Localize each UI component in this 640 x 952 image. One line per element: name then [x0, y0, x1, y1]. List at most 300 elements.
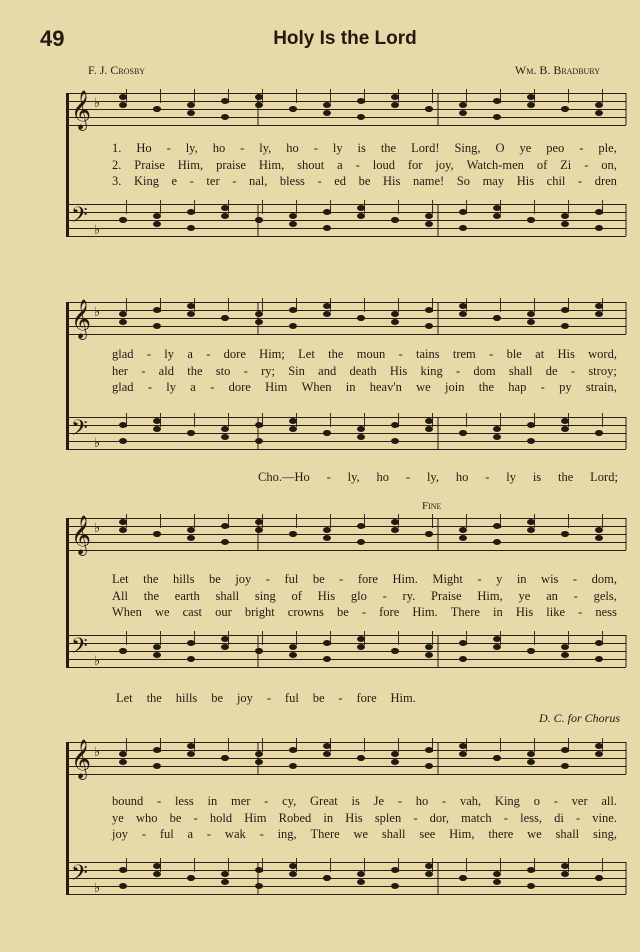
syllable: the [328, 347, 344, 361]
syllable: there [488, 827, 514, 841]
syllable: moun [356, 347, 386, 361]
note-head [595, 311, 603, 317]
syllable: join [445, 380, 465, 394]
syllable: vine. [592, 810, 617, 825]
chorus-lyrics [258, 469, 618, 486]
syllable: see [419, 827, 436, 841]
dc-direction: D. C. for Chorus [538, 711, 620, 725]
note-head [527, 648, 535, 654]
note-head [391, 438, 399, 444]
note-head [323, 527, 331, 533]
syllable: - [338, 691, 343, 705]
syllable: loud [372, 157, 395, 172]
syllable: Ho [136, 141, 152, 155]
note-head [153, 871, 161, 877]
syllable: ry. [402, 588, 416, 603]
lyric-line [112, 571, 617, 588]
lyric-line [112, 793, 617, 810]
syllable: at [535, 347, 545, 361]
syllable: There [450, 605, 480, 619]
syllable: in [207, 794, 218, 808]
syllable: Him, [258, 157, 285, 172]
syllable: her [112, 363, 128, 378]
syllable: we [353, 827, 369, 841]
syllable: - [503, 810, 508, 825]
note-head [527, 94, 535, 100]
bass-staff [68, 204, 626, 237]
syllable: - [575, 810, 581, 825]
syllable: fore [356, 691, 377, 705]
syllable: ly [506, 470, 516, 484]
note-head [289, 323, 297, 329]
note-head [289, 763, 297, 769]
syllable: is [351, 794, 360, 808]
verse-lyrics [112, 571, 617, 621]
syllable: Praise [431, 588, 462, 603]
note-head [527, 319, 535, 325]
syllable: - [578, 605, 583, 619]
note-head [255, 217, 263, 223]
syllable: shall [381, 827, 406, 841]
syllable: hold [209, 810, 233, 825]
syllable: Him. [412, 605, 438, 619]
note-head [425, 426, 433, 432]
note-head [153, 221, 161, 227]
syllable: fore [379, 605, 400, 619]
note-head [561, 418, 569, 424]
note-head [119, 867, 127, 873]
staff-lines [68, 635, 626, 668]
syllable: Zi [560, 157, 572, 172]
note-head [357, 879, 365, 885]
treble-staff [68, 517, 626, 554]
bass-clef-icon: 𝄢 [71, 203, 88, 232]
staff-lines [68, 417, 626, 450]
note-head [459, 640, 467, 646]
note-head [187, 430, 195, 436]
syllable: ter [206, 174, 220, 188]
syllable: 3. [112, 174, 122, 188]
note-head [187, 875, 195, 881]
note-head [493, 644, 501, 650]
syllable: stroy; [588, 363, 617, 378]
note-head [493, 205, 501, 211]
syllable: - [553, 794, 558, 808]
syllable: Let [112, 572, 129, 586]
syllable: - [326, 470, 331, 484]
syllable: cast [182, 605, 203, 619]
syllable: ple, [598, 141, 617, 155]
syllable: match [461, 810, 492, 825]
syllable: Praise [134, 157, 165, 172]
note-head [595, 743, 603, 749]
syllable: py [559, 380, 572, 394]
note-head [357, 871, 365, 877]
syllable: - [147, 380, 152, 394]
syllable: dore [223, 347, 246, 361]
syllable: - [405, 470, 411, 484]
syllable: ye [112, 810, 124, 825]
syllable: ed [334, 174, 347, 188]
syllable: His [515, 605, 534, 619]
syllable: sing, [592, 827, 617, 841]
syllable: - [339, 572, 344, 586]
syllable: shall [555, 827, 580, 841]
note-head [119, 422, 127, 428]
note-head [425, 763, 433, 769]
note-head [187, 225, 195, 231]
syllable: His [345, 810, 363, 825]
syllable: - [573, 588, 578, 603]
syllable: - [540, 380, 545, 394]
syllable: ly, [185, 141, 198, 155]
note-head [391, 217, 399, 223]
note-head [119, 319, 127, 325]
syllable: - [141, 363, 146, 378]
note-head [391, 519, 399, 525]
note-head [425, 863, 433, 869]
syllable: an [546, 588, 558, 603]
note-head [323, 225, 331, 231]
syllable: His [516, 174, 535, 188]
staff-lines [68, 741, 626, 778]
syllable: King [133, 174, 159, 188]
staff-lines [68, 301, 626, 338]
note-head [527, 422, 535, 428]
syllable: may [482, 174, 505, 188]
note-head [595, 527, 603, 533]
treble-clef-icon: 𝄞 [71, 741, 92, 778]
note-head [221, 213, 229, 219]
note-head [561, 106, 569, 112]
syllable: the [143, 572, 159, 586]
note-head [289, 531, 297, 537]
syllable: bright [244, 605, 275, 619]
syllable: 2. [112, 157, 122, 172]
note-head [561, 763, 569, 769]
note-head [595, 535, 603, 541]
note-head [595, 110, 603, 116]
syllable: So [456, 174, 470, 188]
note-head [357, 539, 365, 545]
note-head [425, 307, 433, 313]
note-head [391, 759, 399, 765]
lyric-line [112, 810, 617, 827]
lyric-line [112, 826, 617, 843]
lyric-line [112, 588, 617, 605]
syllable: in [323, 810, 334, 825]
bass-staff [68, 417, 626, 450]
note-head [119, 883, 127, 889]
note-head [289, 863, 297, 869]
note-head [221, 315, 229, 321]
note-head [153, 652, 161, 658]
syllable: Him [265, 380, 288, 394]
note-head [153, 323, 161, 329]
note-head [119, 759, 127, 765]
note-head [391, 422, 399, 428]
lyric-line [112, 363, 617, 380]
note-head [459, 303, 467, 309]
syllable: y [496, 572, 503, 586]
staff-lines [68, 517, 626, 554]
note-head [561, 221, 569, 227]
syllable: dor, [429, 810, 449, 825]
syllable: - [382, 588, 387, 603]
note-head [459, 527, 467, 533]
syllable: ly [166, 380, 176, 394]
note-head [255, 759, 263, 765]
syllable: - [232, 174, 237, 188]
syllable: hills [175, 691, 198, 705]
syllable: word, [588, 347, 617, 361]
treble-clef-icon: 𝄞 [71, 301, 92, 338]
syllable: Lord! [411, 141, 440, 155]
syllable: we [527, 827, 542, 841]
syllable: - [240, 141, 245, 155]
chorus-lyrics [116, 690, 416, 707]
syllable: we [154, 605, 170, 619]
note-head [357, 114, 365, 120]
syllable: be [169, 810, 182, 825]
syllable: wis [541, 572, 559, 586]
note-head [459, 875, 467, 881]
note-head [119, 217, 127, 223]
note-head [595, 640, 603, 646]
note-head [425, 418, 433, 424]
note-head [527, 102, 535, 108]
syllable: - [355, 157, 360, 172]
note-head [289, 644, 297, 650]
syllable: mer [230, 794, 251, 808]
syllable: Lord; [590, 470, 618, 484]
syllable: - [572, 572, 578, 586]
syllable: ald [158, 363, 174, 378]
syllable: like [546, 605, 566, 619]
note-head [187, 535, 195, 541]
syllable: - [413, 810, 418, 825]
syllable: - [206, 347, 211, 361]
syllable: the [143, 588, 160, 603]
syllable: ble [506, 347, 522, 361]
note-head [119, 102, 127, 108]
syllable: hap [508, 380, 527, 394]
note-head [255, 883, 263, 889]
note-head [323, 656, 331, 662]
note-head [561, 531, 569, 537]
syllable: be [211, 691, 224, 705]
note-head [153, 863, 161, 869]
syllable: for [407, 157, 423, 172]
syllable: ly, [347, 470, 360, 484]
syllable: ho [455, 470, 469, 484]
treble-staff [68, 301, 626, 338]
syllable: His [317, 588, 336, 603]
syllable: Him [244, 810, 267, 825]
note-head [119, 438, 127, 444]
lyric-line [112, 140, 617, 157]
note-head [323, 110, 331, 116]
verse-lyrics [112, 140, 617, 190]
syllable: - [313, 141, 318, 155]
note-head [323, 640, 331, 646]
note-head [459, 225, 467, 231]
note-head [119, 648, 127, 654]
note-head [289, 871, 297, 877]
syllable: ho [212, 141, 226, 155]
syllable: Let [298, 347, 315, 361]
note-head [323, 102, 331, 108]
syllable: tains [415, 347, 440, 361]
syllable: - [189, 174, 194, 188]
note-head [153, 426, 161, 432]
syllable: - [266, 691, 271, 705]
note-head [459, 656, 467, 662]
note-head [323, 311, 331, 317]
syllable: o [533, 794, 540, 808]
syllable: - [455, 363, 461, 378]
note-head [119, 519, 127, 525]
note-head [527, 217, 535, 223]
syllable: be [209, 572, 221, 586]
syllable: ver [571, 794, 588, 808]
syllable: His [383, 174, 401, 188]
syllable: - [146, 347, 151, 361]
syllable: trem [452, 347, 476, 361]
syllable: vah, [459, 794, 482, 808]
note-head [323, 535, 331, 541]
note-head [459, 743, 467, 749]
syllable: - [398, 347, 403, 361]
syllable: O [495, 141, 505, 155]
syllable: shall [508, 363, 533, 378]
syllable: - [264, 794, 269, 808]
note-head [357, 755, 365, 761]
syllable: praise [216, 157, 246, 172]
note-head [289, 307, 297, 313]
syllable: - [477, 572, 482, 586]
flat-icon: ♭ [94, 304, 101, 319]
syllable: be [312, 572, 325, 586]
note-head [425, 106, 433, 112]
note-head [493, 426, 501, 432]
note-head [527, 311, 535, 317]
syllable: be [312, 691, 325, 705]
syllable: all. [601, 794, 617, 808]
syllable: the [558, 470, 574, 484]
syllable: His [557, 347, 575, 361]
verse-lyrics [112, 793, 617, 843]
note-head [595, 430, 603, 436]
syllable: less, [520, 810, 542, 825]
syllable: Him, [177, 157, 204, 172]
syllable: - [584, 157, 589, 172]
syllable: - [259, 827, 264, 841]
note-head [493, 114, 501, 120]
syllable: ness [595, 605, 617, 619]
syllable: peo [546, 141, 565, 155]
note-head [221, 98, 229, 104]
syllable: Him, [449, 827, 475, 841]
note-head [527, 883, 535, 889]
syllable: splen [374, 810, 402, 825]
note-head [595, 303, 603, 309]
syllable: Let [116, 691, 133, 705]
syllable: cy, [282, 794, 297, 808]
syllable: King [494, 794, 520, 808]
note-head [323, 751, 331, 757]
note-head [425, 871, 433, 877]
note-head [289, 426, 297, 432]
syllable: of [291, 588, 302, 603]
note-head [493, 755, 501, 761]
note-head [493, 539, 501, 545]
syllable: shall [215, 588, 240, 603]
note-head [595, 875, 603, 881]
flat-icon: ♭ [94, 520, 101, 535]
syllable: ye [518, 588, 531, 603]
syllable: - [166, 141, 171, 155]
note-head [527, 751, 535, 757]
syllable: be [358, 174, 371, 188]
syllable: who [135, 810, 158, 825]
note-head [357, 434, 365, 440]
syllable: ho [415, 794, 429, 808]
note-head [255, 751, 263, 757]
note-head [357, 98, 365, 104]
syllable: death [349, 363, 377, 378]
note-head [255, 422, 263, 428]
syllable: ye [519, 141, 532, 155]
system-brace [66, 518, 69, 668]
syllable: de [545, 363, 558, 378]
syllable: strain, [585, 380, 617, 394]
note-head [391, 527, 399, 533]
note-head [187, 110, 195, 116]
note-head [187, 751, 195, 757]
note-head [425, 531, 433, 537]
bass-staff [68, 862, 626, 895]
note-head [527, 527, 535, 533]
note-head [493, 871, 501, 877]
syllable: is [357, 141, 366, 155]
note-head [323, 430, 331, 436]
note-head [357, 315, 365, 321]
note-head [221, 205, 229, 211]
note-head [323, 209, 331, 215]
syllable: nal, [248, 174, 268, 188]
syllable: Je [373, 794, 385, 808]
syllable: joy [112, 827, 128, 841]
note-head [425, 747, 433, 753]
note-head [357, 523, 365, 529]
syllable: we [416, 380, 431, 394]
note-head [221, 114, 229, 120]
syllable: dren [594, 174, 617, 188]
syllable: earth [174, 588, 200, 603]
syllable: in [493, 605, 503, 619]
note-head [187, 656, 195, 662]
note-head [561, 323, 569, 329]
lyric-line [112, 379, 617, 396]
note-head [493, 434, 501, 440]
syllable: ry; [261, 363, 275, 378]
syllable: less [174, 794, 194, 808]
syllable: ly, [426, 470, 439, 484]
syllable: Him. [392, 572, 418, 586]
note-head [255, 519, 263, 525]
note-head [289, 747, 297, 753]
